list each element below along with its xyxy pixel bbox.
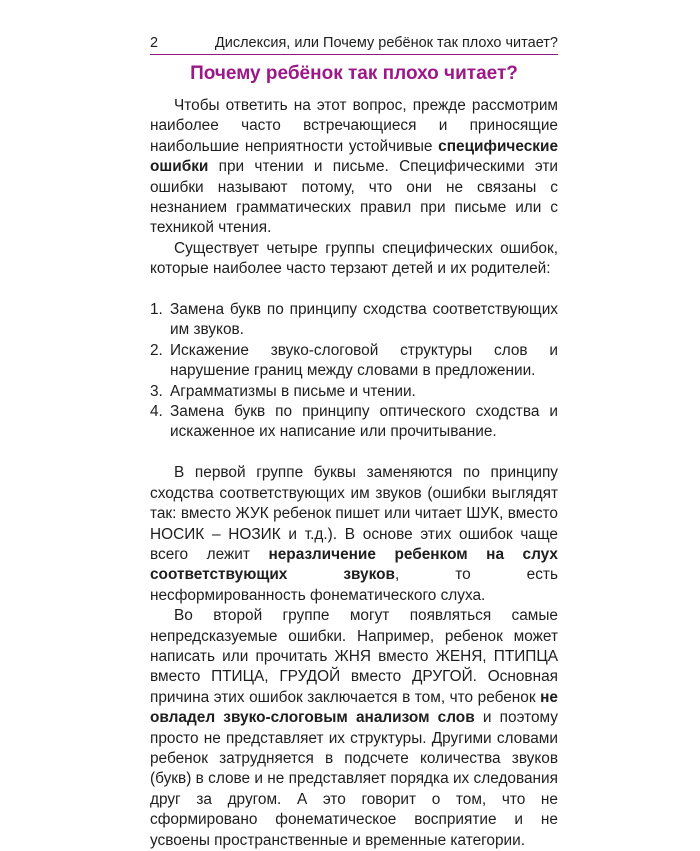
list-item-text: Аграмматизмы в письме и чтении.	[170, 382, 416, 400]
section-title: Почему ребёнок так плохо читает?	[190, 63, 518, 84]
header-rule	[150, 54, 558, 55]
list-item	[150, 300, 558, 341]
spacer	[150, 443, 558, 463]
list-item-number: 1.	[150, 301, 163, 319]
page-number: 2	[150, 35, 159, 51]
paragraph-4-emphasis: не овладел звуко-слоговым анализом слов	[150, 688, 558, 727]
list-item-number: 3.	[150, 382, 163, 400]
list-item	[150, 382, 558, 402]
error-groups-list	[150, 300, 558, 443]
list-item-text: Искажение звуко-слоговой структуры слов и нарушение границ между словами в предложении.	[170, 341, 558, 380]
paragraph-3-text-b: , то есть несформированность фонематического слуха.	[150, 566, 558, 604]
paragraph-4	[150, 606, 558, 851]
paragraph-3-emphasis: неразличение ребенком на слух соответствующих звуков	[150, 545, 558, 584]
paragraph-3-text-a: В первой группе буквы заменяются по принципу сходства соответствующих им звуков (ошибки выглядят так: вместо ЖУК ребенок пишет или читает ШУК, вместо НОСИК – НОЗИК и т.д.). В основе этих ошибок чаще всего лежит	[150, 464, 558, 563]
paragraph-1	[150, 96, 558, 239]
paragraph-1-emphasis: специфические ошибки	[150, 137, 558, 176]
list-item-text: Замена букв по принципу сходства соответствующих им звуков.	[170, 301, 558, 339]
list-item-number: 2.	[150, 341, 163, 359]
paragraph-2: Существует четыре группы специфических ошибок, которые наиболее часто терзают детей и их родителей:	[150, 239, 558, 278]
paragraph-1-text-a: Чтобы ответить на этот вопрос, прежде рассмотрим наиболее часто встречающиеся и приносящие наибольшие неприятности устойчивые	[150, 97, 558, 155]
paragraph-4-text-a: Во второй группе могут появляться самые непредсказуемые ошибки. Например, ребенок может написать или прочитать ЖНЯ вместо ЖЕНЯ, ПТИПЦА вместо ПТИЦА, ГРУДОЙ вместо ДРУГОЙ. Основная причина этих ошибок заключается в том, что ребенок	[150, 607, 558, 706]
list-item-number: 4.	[150, 403, 163, 421]
list-item	[150, 402, 558, 443]
paragraph-1-text-b: при чтении и письме. Специфическими эти ошибки называют потому, что они не связаны с незнанием грамматических правил при письме или с техникой чтения.	[150, 158, 558, 237]
list-item-text: Замена букв по принципу оптического сходства и искаженное их написание или прочитывание.	[170, 403, 558, 441]
list-item	[150, 341, 558, 382]
running-header	[150, 30, 558, 52]
running-title: Дислексия, или Почему ребёнок так плохо читает?	[214, 35, 558, 51]
paragraph-3	[150, 463, 558, 606]
spacer	[150, 280, 558, 300]
body-text	[150, 96, 558, 851]
paragraph-4-text-b: и поэтому просто не представляет их структуры. Другими словами ребенок затрудняется в подсчете количества звуков (букв) в слове и не представляет порядка их следования друг за другом. А это говорит о том, что не сформировано фонематическое восприятие и не усвоены пространственные и временные категории.	[150, 709, 558, 849]
